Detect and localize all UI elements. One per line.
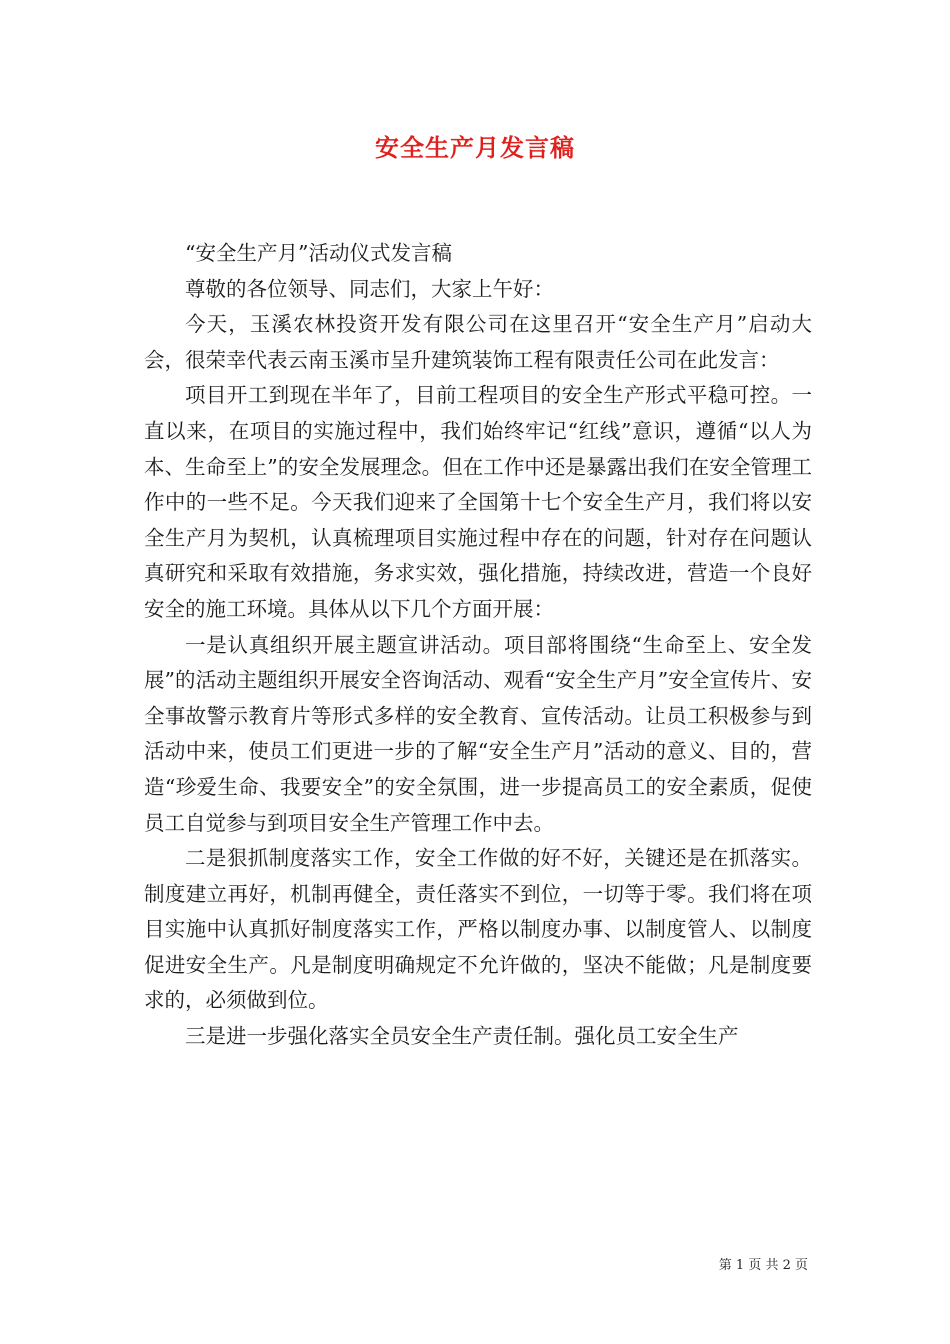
paragraph-greeting: 尊敬的各位领导、同志们，大家上午好： bbox=[185, 276, 554, 301]
paragraph-intro: 今天，玉溪农林投资开发有限公司在这里召开“安全生产月”启动大会，很荣幸代表云南玉溪市呈升建筑装饰工程有限责任公司在此发言： bbox=[144, 312, 812, 372]
paragraph-point-three: 三是进一步强化落实全员安全生产责任制。强化员工安全生产 bbox=[185, 1024, 739, 1049]
paragraph-point-two: 二是狠抓制度落实工作，安全工作做的好不好，关键还是在抓落实。制度建立再好，机制再健全，责任落实不到位，一切等于零。我们将在项目实施中认真抓好制度落实工作，严格以制度办事、以制度管人、以制度促进安全生产。凡是制度明确规定不允许做的，坚决不能做；凡是制度要求的，必须做到位。 bbox=[144, 846, 812, 1013]
paragraph-point-one: 一是认真组织开展主题宣讲活动。项目部将围绕“生命至上、安全发展”的活动主题组织开展安全咨询活动、观看“安全生产月”安全宣传片、安全事故警示教育片等形式多样的安全教育、宣传活动。让员工积极参与到活动中来，使员工们更进一步的了解“安全生产月”活动的意义、目的，营造“珍爱生命、我要安全”的安全氛围，进一步提高员工的安全素质，促使员工自觉参与到项目安全生产管理工作中去。 bbox=[144, 632, 812, 835]
document-body bbox=[144, 236, 812, 1055]
page-footer: 第 1 页 共 2 页 bbox=[718, 1258, 808, 1273]
paragraph-heading: “安全生产月”活动仪式发言稿 bbox=[185, 241, 452, 265]
page-title: 安全生产月发言稿 bbox=[375, 133, 575, 162]
paragraph-overview: 项目开工到现在半年了，目前工程项目的安全生产形式平稳可控。一直以来，在项目的实施过程中，我们始终牢记“红线”意识，遵循“以人为本、生命至上”的安全发展理念。但在工作中还是暴露出我们在安全管理工作中的一些不足。今天我们迎来了全国第十七个安全生产月，我们将以安全生产月为契机，认真梳理项目实施过程中存在的问题，针对存在问题认真研究和采取有效措施，务求实效，强化措施，持续改进，营造一个良好安全的施工环境。具体从以下几个方面开展： bbox=[144, 383, 812, 621]
